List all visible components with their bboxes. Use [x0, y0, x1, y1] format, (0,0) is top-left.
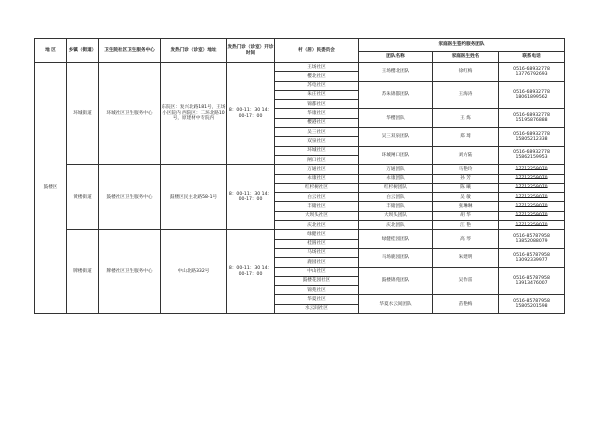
fever-hours-cell: 8：00-11：30 14：00-17：00: [227, 165, 275, 230]
village-cell: 华夏社区: [275, 295, 359, 304]
phone-cell: 0516-68932778 15805212338: [499, 128, 565, 147]
table-row: [35, 63, 565, 72]
district-cell: 鼓楼区: [35, 63, 67, 314]
phone-cell: 0516-68932778 15195876888: [499, 109, 565, 128]
team-name-cell: 苏朱锦都团队: [359, 81, 433, 109]
team-name-cell: 王场樱北团队: [359, 63, 433, 82]
header-team-name: 团队名称: [359, 52, 433, 63]
doctor-name-cell: 吴 敏: [433, 193, 499, 202]
hospital-cell: 环城社区卫生服务中心: [99, 63, 161, 165]
village-cell: 水云间社区: [275, 304, 359, 313]
team-name-cell: 华夏水云间团队: [359, 295, 433, 314]
village-cell: 锦苑社区: [275, 286, 359, 295]
header-doctor-name: 家庭医生姓名: [433, 52, 499, 63]
phone-cell: 17712259070: [499, 193, 565, 202]
doctor-name-cell: 陈 曦: [433, 183, 499, 192]
team-name-cell: 大坝头团队: [359, 211, 433, 220]
phone-cell: 17712259070: [499, 165, 565, 174]
header-fever-address: 发热门诊（诊室）地址: [161, 39, 227, 63]
team-name-cell: 庆北团队: [359, 221, 433, 230]
doctor-name-cell: 刘方陆: [433, 146, 499, 165]
phone-cell: 17712259070: [499, 211, 565, 220]
hospital-cell: 牌楼社区卫生服务中心: [99, 230, 161, 314]
phone-cell: 17712259070: [499, 221, 565, 230]
village-cell: 丰储社区: [275, 202, 359, 211]
team-name-cell: 鼓楼锦苑团队: [359, 267, 433, 295]
doctor-name-cell: 王 炼: [433, 109, 499, 128]
village-cell: 樱北社区: [275, 72, 359, 81]
team-name-cell: 马场鹿园团队: [359, 248, 433, 267]
village-cell: 桂圆社区: [275, 239, 359, 248]
village-cell: 绿健社区: [275, 230, 359, 239]
phone-cell: 0516-68932778 13776792693: [499, 63, 565, 82]
fever-hours-cell: 8：00-11：30 14：00-17：00: [227, 63, 275, 165]
header-team-group: 家庭医生签约服务团队: [359, 39, 565, 52]
team-name-cell: 环城闸口团队: [359, 146, 433, 165]
header-village: 村（居）民委员会: [275, 39, 359, 63]
phone-cell: 0516-85787958 13092339977: [499, 248, 565, 267]
village-cell: 华康社区: [275, 109, 359, 118]
village-cell: 鼓楼花园社区: [275, 276, 359, 285]
village-cell: 鹿园社区: [275, 258, 359, 267]
table-body: [35, 63, 565, 314]
village-cell: 锦都社区: [275, 100, 359, 109]
phone-cell: 0516-68932778 15862159953: [499, 146, 565, 165]
team-name-cell: 永康团队: [359, 174, 433, 183]
phone-cell: 0516-68932778 18061899562: [499, 81, 565, 109]
doctor-name-cell: 高 琴: [433, 230, 499, 249]
doctor-name-cell: 孙 芳: [433, 174, 499, 183]
village-cell: 马场社区: [275, 248, 359, 257]
village-cell: 庆北社区: [275, 221, 359, 230]
team-name-cell: 吴三双泉团队: [359, 128, 433, 147]
team-name-cell: 丰储团队: [359, 202, 433, 211]
village-cell: 闸口社区: [275, 155, 359, 164]
doctor-name-cell: 张琳琳: [433, 202, 499, 211]
town-cell: 牌楼街道: [67, 230, 99, 314]
team-name-cell: 绿健桂园团队: [359, 230, 433, 249]
phone-cell: 0516-85787958 13852088079: [499, 230, 565, 249]
team-name-cell: 红杉树团队: [359, 183, 433, 192]
village-cell: 大坝头社区: [275, 211, 359, 220]
fever-hours-cell: 8：00-11：30 14：00-17：00: [227, 230, 275, 314]
phone-cell: 17712259070: [499, 202, 565, 211]
village-cell: 中山社区: [275, 267, 359, 276]
phone-cell: 0516-85787958 13913476007: [499, 267, 565, 295]
service-table: [34, 38, 565, 314]
doctor-name-cell: 江 艳: [433, 221, 499, 230]
village-cell: 王场社区: [275, 63, 359, 72]
town-cell: 环城街道: [67, 63, 99, 165]
doctor-name-cell: 徐红梅: [433, 63, 499, 82]
table-row: [35, 230, 565, 239]
doctor-name-cell: 朱建明: [433, 248, 499, 267]
team-name-cell: 白云团队: [359, 193, 433, 202]
village-cell: 红杉树社区: [275, 183, 359, 192]
village-cell: 双泉社区: [275, 137, 359, 146]
village-cell: 白云社区: [275, 193, 359, 202]
header-fever-hours: 发热门诊（诊室）开诊时间: [227, 39, 275, 63]
doctor-name-cell: 王海涛: [433, 81, 499, 109]
fever-address-cell: 鼓楼区民主北路58-1号: [161, 165, 227, 230]
schedule-sheet: [34, 38, 564, 314]
header-town: 乡镇（街道）: [67, 39, 99, 63]
phone-cell: 17712259070: [499, 183, 565, 192]
village-cell: 永康社区: [275, 174, 359, 183]
table-row: [35, 165, 565, 174]
doctor-name-cell: 马艳玲: [433, 165, 499, 174]
village-cell: 万通社区: [275, 165, 359, 174]
town-cell: 黄楼街道: [67, 165, 99, 230]
village-cell: 环城社区: [275, 146, 359, 155]
phone-cell: 17712259070: [499, 174, 565, 183]
village-cell: 吴三社区: [275, 128, 359, 137]
header-phone: 联系电话: [499, 52, 565, 63]
doctor-name-cell: 胡 华: [433, 211, 499, 220]
hospital-cell: 鼓楼社区卫生服务中心: [99, 165, 161, 230]
doctor-name-cell: 吴作雷: [433, 267, 499, 295]
team-name-cell: 万通团队: [359, 165, 433, 174]
header-area: 地 区: [35, 39, 67, 63]
village-cell: 朱庄社区: [275, 90, 359, 99]
village-cell: 苏电社区: [275, 81, 359, 90]
fever-address-cell: 中山北路332号: [161, 230, 227, 314]
phone-cell: 0516-85787958 15805201598: [499, 295, 565, 314]
fever-address-cell: 东院区：复兴北路181号，王场小区院内 西院区：二环北路10号，原建材中专院内: [161, 63, 227, 165]
doctor-name-cell: 郑 琦: [433, 128, 499, 147]
team-name-cell: 华樱团队: [359, 109, 433, 128]
header-hospital: 卫生院社区卫生服务中心: [99, 39, 161, 63]
doctor-name-cell: 苗艳梅: [433, 295, 499, 314]
village-cell: 樱港社区: [275, 118, 359, 127]
